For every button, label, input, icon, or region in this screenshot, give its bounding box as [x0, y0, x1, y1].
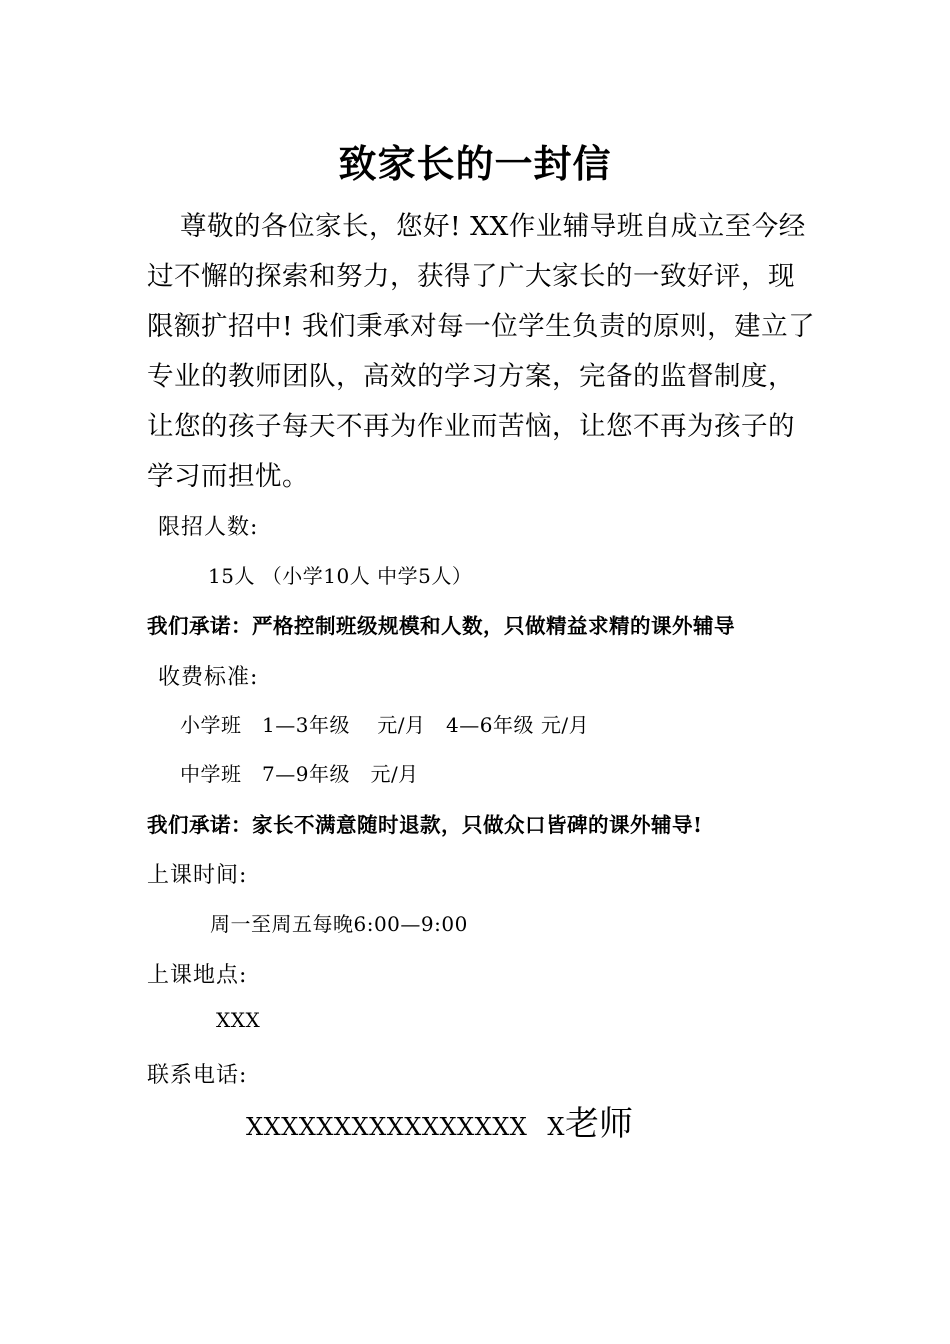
phone-number: XXXXXXXXXXXXXXXX [246, 1113, 528, 1141]
letter-title: 致家长的一封信 [338, 141, 612, 186]
enrollment-label: 限招人数: [158, 515, 259, 540]
location-value: XXX [216, 1008, 261, 1032]
schedule-value: 周一至周五每晚6:00—9:00 [210, 912, 468, 936]
fees-primary: 小学班 1—3年级 元/月 4—6年级 元/月 [180, 713, 590, 737]
fees-middle: 中学班 7—9年级 元/月 [180, 762, 419, 786]
teacher-title: 老师 [564, 1104, 633, 1144]
fees-label: 收费标准: [158, 665, 259, 690]
schedule-label: 上课时间: [147, 863, 248, 888]
teacher-initial: X [547, 1113, 565, 1141]
intro-paragraph: 尊敬的各位家长，您好! XX作业辅导班自成立至今经过不懈的探索和努力，获得了广大家长的一致好评，现限额扩招中! 我们秉承对每一位学生负责的原则，建立了专业的教师团队，高效的学习方案，完备的监督制度，让您的孩子每天不再为作业而苦恼，让您不再为孩子的学习而担忧。 [147, 211, 816, 492]
contact-label: 联系电话: [147, 1063, 248, 1088]
location-label: 上课地点: [147, 963, 248, 988]
contact-line [246, 1096, 633, 1145]
enrollment-value: 15人 （小学10人 中学5人） [208, 564, 473, 588]
promise-two: 我们承诺：家长不满意随时退款，只做众口皆碑的课外辅导! [147, 813, 703, 837]
promise-one: 我们承诺：严格控制班级规模和人数，只做精益求精的课外辅导 [147, 614, 735, 638]
